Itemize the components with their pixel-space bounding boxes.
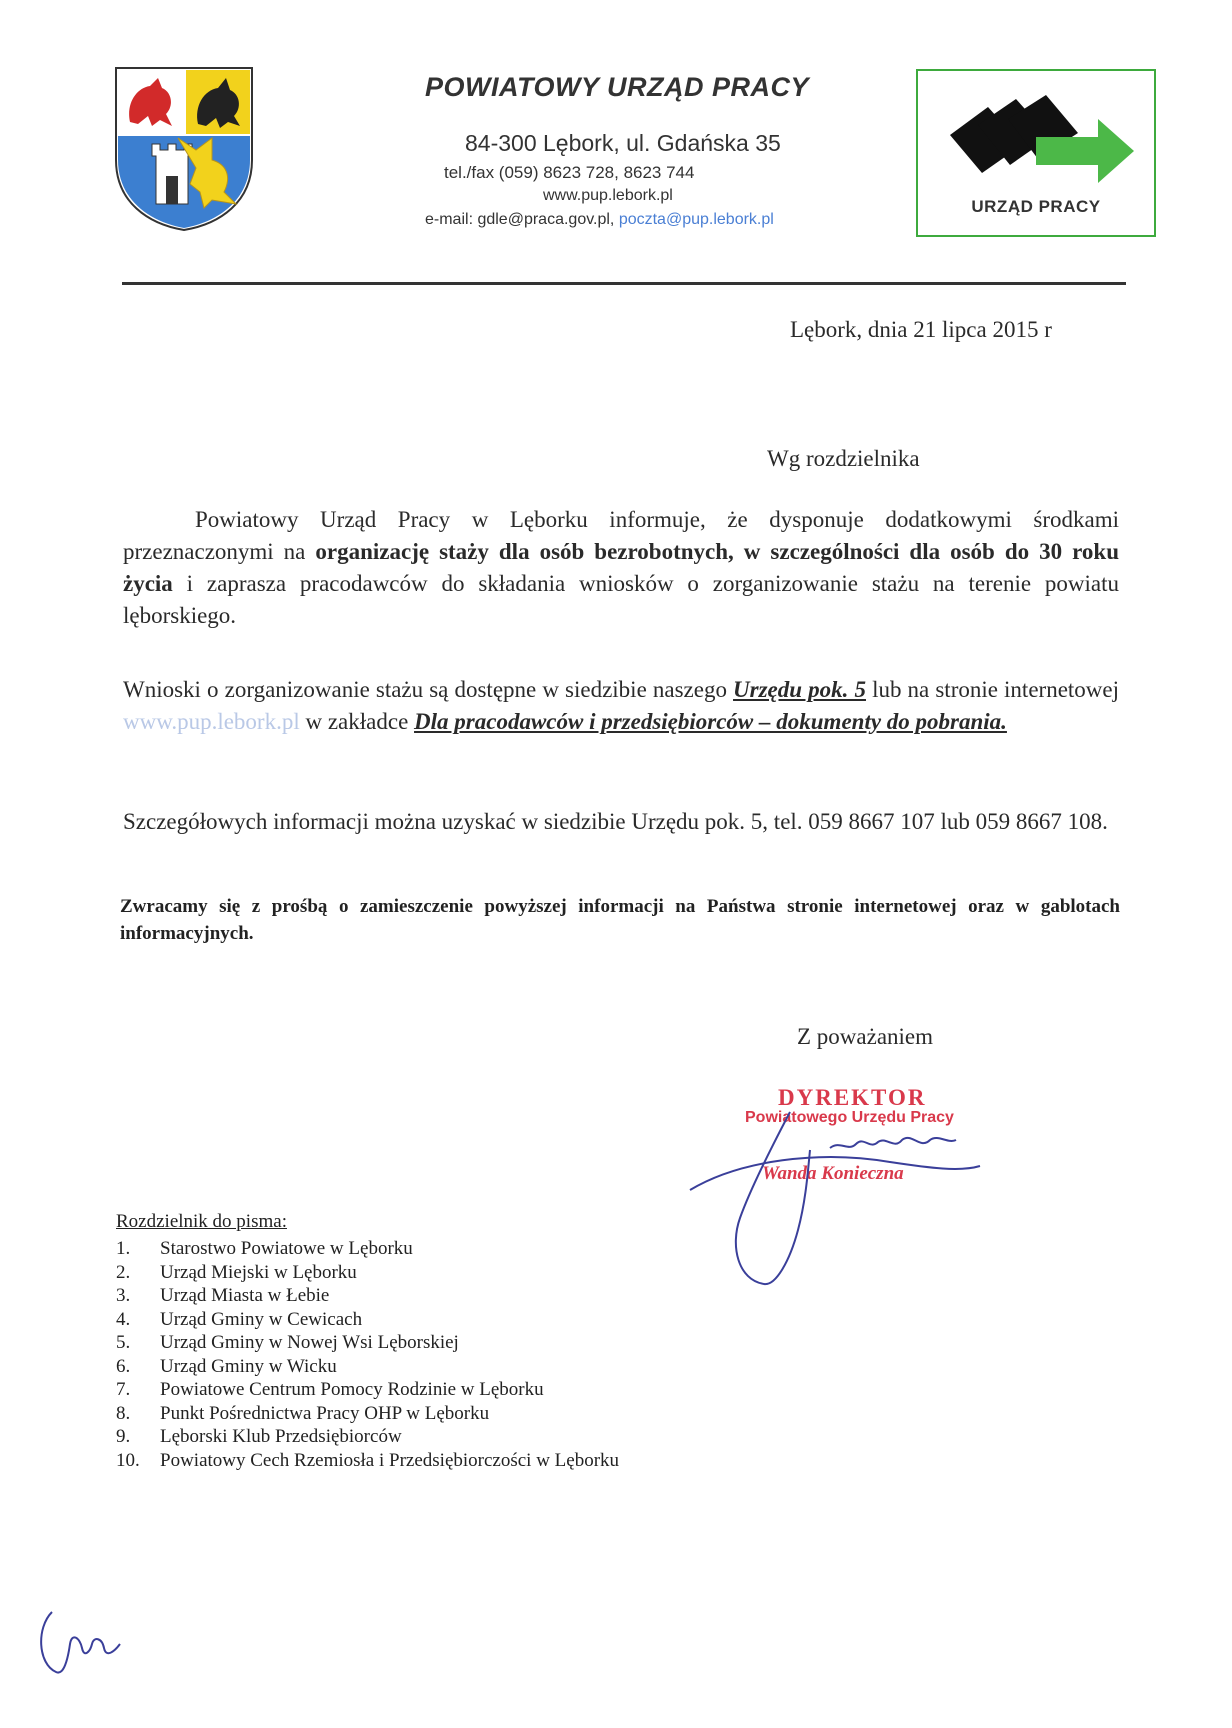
list-item xyxy=(116,1402,619,1426)
list-item-label: Starostwo Powiatowe w Lęborku xyxy=(160,1238,413,1259)
documents-tab-ref: Dla pracodawców i przedsiębiorców – dokumenty do pobrania. xyxy=(414,709,1007,734)
stamp-org: Powiatowego Urzędu Pracy xyxy=(745,1109,954,1126)
list-item xyxy=(116,1425,619,1449)
list-item xyxy=(116,1261,619,1285)
list-item-label: Powiatowy Cech Rzemiosła i Przedsiębiorczości w Lęborku xyxy=(160,1449,620,1471)
paragraph-4-request: Zwracamy się z prośbą o zamieszczenie powyższej informacji na Państwa stronie internetowej oraz w gablotach informacyjnych. xyxy=(120,896,1120,944)
website-link[interactable]: www.pup.lebork.pl xyxy=(123,709,300,734)
list-item-number: 9. xyxy=(116,1426,131,1447)
list-item xyxy=(116,1378,619,1402)
paragraph-2-text-e: w zakładce xyxy=(299,709,415,734)
urzad-pracy-logo xyxy=(916,69,1156,237)
stamp-title: DYREKTOR xyxy=(778,1085,927,1110)
list-item-number: 3. xyxy=(116,1285,131,1306)
paragraph-2 xyxy=(123,674,1119,738)
distribution-title: Rozdzielnik do pisma: xyxy=(116,1211,287,1232)
header-divider xyxy=(122,282,1126,285)
list-item-number: 4. xyxy=(116,1308,131,1330)
arrow-logo-icon xyxy=(938,89,1138,189)
office-email xyxy=(425,211,774,229)
office-room-ref: Urzędu pok. 5 xyxy=(733,677,866,702)
county-coat-of-arms-icon xyxy=(112,64,256,232)
office-email-prefix: e-mail: gdle@praca.gov.pl, xyxy=(425,211,619,228)
paragraph-1-text-a: Powiatowy Urząd Pracy w Lęborku informuje, że dysponuje dodatkowymi środkami przeznaczonymi na xyxy=(123,507,1119,564)
recipients-line: Wg rozdzielnika xyxy=(767,446,920,471)
list-item-number: 5. xyxy=(116,1332,131,1353)
initials-icon xyxy=(30,1608,130,1680)
list-item xyxy=(116,1237,619,1261)
list-item xyxy=(116,1284,619,1308)
list-item-label: Lęborski Klub Przedsiębiorców xyxy=(160,1426,402,1447)
list-item-label: Urząd Miasta w Łebie xyxy=(160,1285,330,1306)
paragraph-1-text-c: i zaprasza pracodawców do składania wniosków o zorganizowanie stażu na terenie powiatu lęborskiego. xyxy=(123,571,1119,628)
list-item xyxy=(116,1331,619,1355)
list-item-label: Urząd Gminy w Nowej Wsi Lęborskiej xyxy=(160,1332,459,1353)
paragraph-1-bold: organizację staży dla osób bezrobotnych, w szczególności dla osób do 30 roku życia xyxy=(123,539,1119,596)
list-item-label: Urząd Miejski w Lęborku xyxy=(160,1261,357,1283)
office-website[interactable]: www.pup.lebork.pl xyxy=(543,187,673,204)
list-item-number: 2. xyxy=(116,1261,131,1283)
office-email-link[interactable]: poczta@pup.lebork.pl xyxy=(618,211,774,228)
office-name: POWIATOWY URZĄD PRACY xyxy=(425,72,810,102)
logo-label: URZĄD PRACY xyxy=(971,197,1101,216)
paragraph-2-text-a: Wnioski o zorganizowanie stażu są dostępne w siedzibie naszego xyxy=(123,677,734,702)
list-item-label: Punkt Pośrednictwa Pracy OHP w Lęborku xyxy=(160,1402,490,1424)
list-item-label: Powiatowe Centrum Pomocy Rodzinie w Lęborku xyxy=(160,1379,544,1400)
closing: Z poważaniem xyxy=(797,1024,934,1049)
signature-icon xyxy=(680,1110,990,1290)
list-item-number: 7. xyxy=(116,1379,131,1400)
list-item xyxy=(116,1449,619,1473)
list-item-number: 6. xyxy=(116,1355,131,1377)
paragraph-1 xyxy=(123,504,1119,632)
paragraph-3: Szczegółowych informacji można uzyskać w siedzibie Urzędu pok. 5, tel. 059 8667 107 lub 059 8667 108. xyxy=(123,809,1108,834)
list-item xyxy=(116,1355,619,1379)
list-item-number: 8. xyxy=(116,1402,131,1424)
stamp-name: Wanda Konieczna xyxy=(762,1163,904,1184)
date-line: Lębork, dnia 21 lipca 2015 r xyxy=(790,317,1052,342)
list-item-number: 10. xyxy=(116,1449,140,1471)
office-address: 84-300 Lębork, ul. Gdańska 35 xyxy=(465,130,781,156)
list-item-label: Urząd Gminy w Cewicach xyxy=(160,1308,363,1330)
list-item-label: Urząd Gminy w Wicku xyxy=(160,1355,337,1377)
office-phone: tel./fax (059) 8623 728, 8623 744 xyxy=(444,163,695,182)
list-item-number: 1. xyxy=(116,1238,131,1259)
paragraph-2-text-c: lub na stronie internetowej xyxy=(865,677,1119,702)
distribution-list xyxy=(116,1237,619,1472)
list-item xyxy=(116,1308,619,1332)
